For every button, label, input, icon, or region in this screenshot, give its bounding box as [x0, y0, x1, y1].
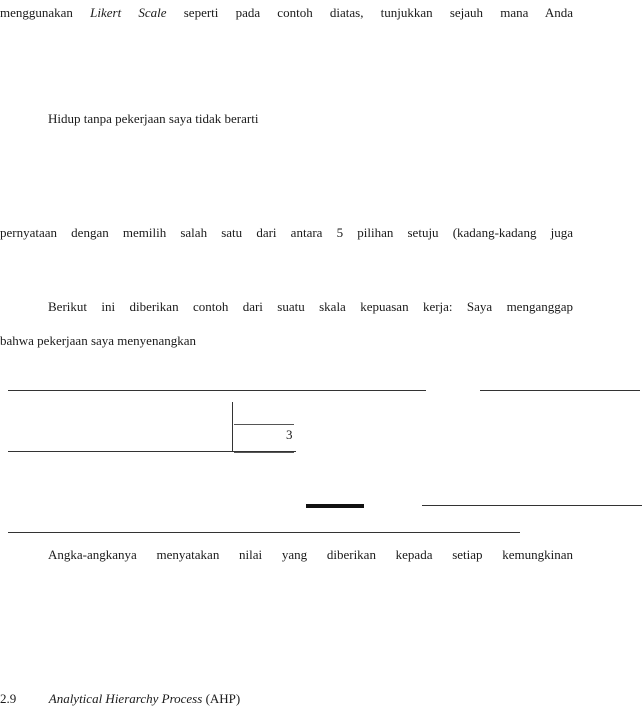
paragraph-line-1	[0, 6, 573, 19]
scale-bottom-rule	[8, 451, 296, 452]
paragraph-line-6: Angka-angkanya menyatakan nilai yang diberikan kepada setiap kemungkinan	[48, 547, 573, 562]
scale-top-rule-left	[8, 390, 426, 391]
paragraph-line-5: bahwa pekerjaan saya menyenangkan	[0, 333, 196, 348]
paragraph-line-3: pernyataan dengan memilih salah satu dari antara 5 pilihan setuju (kadang-kadang juga	[0, 225, 573, 240]
likert-scale-term: Likert Scale	[90, 5, 167, 20]
scale-mark-bottom	[234, 452, 294, 453]
line-1-start: menggunakan	[0, 5, 73, 20]
scale-top-rule-right	[480, 390, 640, 391]
scale-rule-long	[8, 532, 520, 533]
scale-mark-top	[234, 424, 294, 425]
section-heading	[0, 692, 240, 705]
section-title: Analytical Hierarchy Process	[48, 691, 203, 706]
section-number: 2.9	[0, 691, 17, 706]
line-1-end: seperti pada contoh diatas, tunjukkan sejauh mana Anda	[183, 5, 574, 20]
scale-number: 3	[286, 427, 293, 442]
scale-tick	[232, 402, 233, 452]
section-title-suffix: (AHP)	[205, 691, 241, 706]
paragraph-line-4: Berikut ini diberikan contoh dari suatu skala kepuasan kerja: Saya menganggap	[48, 299, 573, 314]
example-statement: Hidup tanpa pekerjaan saya tidak berarti	[48, 111, 259, 126]
scale-rule-right-2	[422, 505, 642, 506]
scale-thick-bar	[306, 504, 364, 508]
